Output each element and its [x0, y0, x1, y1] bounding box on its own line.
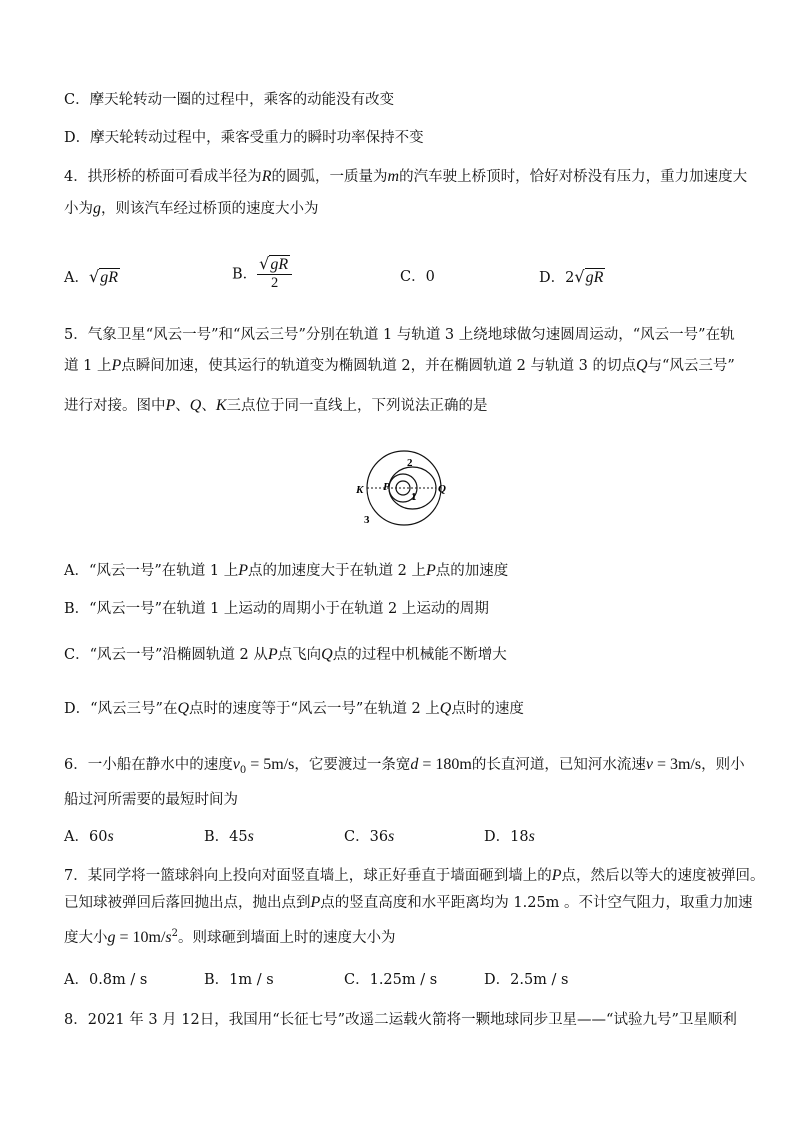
q5-text: 进行对接。图中	[64, 398, 166, 414]
q5-text: D．“风云三号”在	[64, 701, 178, 717]
unit-s: s	[107, 828, 114, 845]
label-3: 3	[364, 514, 370, 526]
q6-stem-line1	[64, 755, 745, 781]
superscript: 2	[171, 928, 179, 939]
unit-s: s	[388, 828, 395, 845]
q7-stem-line3	[64, 924, 396, 948]
q6-stem-line2: 船过河所需要的最短时间为	[64, 792, 238, 808]
q4-text: 小为	[64, 201, 93, 217]
q7-text: = 10m/	[115, 928, 166, 946]
q7-stem-line2	[64, 893, 753, 913]
var-P: P	[425, 562, 436, 579]
q5-text: A．“风云一号”在轨道 1 上	[64, 563, 239, 579]
q5-option-a	[64, 561, 508, 581]
q4-text: 4．拱形桥的桥面可看成半径为	[64, 169, 262, 185]
sqrt-icon: √	[259, 254, 270, 273]
option-text: B．45	[204, 829, 248, 845]
q5-text: 与“风云三号”	[647, 358, 735, 374]
var-v0: v	[232, 756, 240, 773]
q4-text: 的圆弧，一质量为	[271, 169, 388, 185]
var-P: P	[551, 867, 562, 884]
q7-text: 已知球被弹回后落回抛出点，抛出点到	[64, 895, 311, 911]
q5-option-b: B．“风云一号”在轨道 1 上运动的周期小于在轨道 2 上运动的周期	[64, 601, 489, 617]
var-Q: Q	[635, 357, 648, 374]
var-K: K	[215, 397, 227, 414]
var-Q: Q	[177, 700, 190, 717]
sqrt-expression: gR	[100, 269, 118, 286]
q6-option-a	[64, 827, 114, 847]
var-v: v	[645, 756, 653, 773]
q5-text: 三点位于同一直线上，下列说法正确的是	[226, 398, 488, 414]
q7-stem-line1	[64, 866, 765, 886]
unit-s: s	[165, 928, 172, 946]
q7-text: 度大小	[64, 929, 108, 946]
q6-option-c	[344, 827, 394, 847]
option-label: B．	[232, 266, 258, 283]
q7-option-c: C．1.25m / s	[344, 972, 438, 988]
q5-option-d	[64, 699, 524, 719]
option-text: D．18	[484, 829, 529, 845]
q5-text: 点时的速度等于“风云一号”在轨道 2 上	[189, 701, 440, 717]
q3-option-c: C．摩天轮转动一圈的过程中，乘客的动能没有改变	[64, 92, 395, 108]
q5-text: 点的加速度大于在轨道 2 上	[248, 563, 426, 579]
var-m: m	[387, 168, 400, 185]
q4-text: 的汽车驶上桥顶时，恰好对桥没有压力，重力加速度大	[399, 169, 748, 185]
label-p: P	[383, 481, 390, 493]
label-1: 1	[411, 491, 417, 503]
fraction-numerator	[257, 254, 292, 275]
q5-stem-line2	[64, 356, 735, 376]
option-label: D．2	[539, 270, 575, 286]
label-q: Q	[438, 483, 446, 495]
q6-option-b	[204, 827, 254, 847]
var-g: g	[93, 200, 101, 217]
var-R: R	[261, 168, 272, 185]
q8-stem-line1: 8．2021 年 3 月 12日，我国用“长征七号”改遥二运载火箭将一颗地球同步卫星——“试验九号”卫星顺利	[64, 1012, 737, 1028]
q5-text: 点的加速度	[435, 563, 509, 579]
q5-text: 道 1 上	[64, 358, 112, 374]
q5-text: 点飞向	[277, 647, 322, 663]
var-P: P	[310, 894, 321, 911]
fraction	[257, 254, 292, 292]
option-text: C．36	[344, 829, 389, 845]
q6-text: 6．一小船在静水中的速度	[64, 757, 233, 773]
q6-text: = 5m/s	[246, 756, 295, 773]
q4-option-d	[539, 267, 605, 288]
q5-stem-line3	[64, 396, 488, 416]
q5-text: 、	[201, 398, 216, 414]
q5-stem-line1: 5．气象卫星“风云一号”和“风云三号”分别在轨道 1 与轨道 3 上绕地球做匀速圆周运动，“风云一号”在轨	[64, 327, 735, 343]
q4-option-a	[64, 267, 120, 288]
q6-text: ，则小	[701, 757, 745, 773]
sqrt-expression: gR	[585, 269, 604, 286]
var-P: P	[165, 397, 176, 414]
q7-option-a: A．0.8m / s	[64, 972, 148, 988]
q4-option-b	[232, 254, 292, 292]
q5-text: 点时的速度	[451, 701, 524, 717]
q4-option-c: C．0	[400, 269, 435, 285]
var-g: g	[107, 928, 116, 946]
option-label: A．	[64, 270, 89, 286]
subscript: 0	[239, 764, 247, 776]
q5-text: 、	[175, 398, 190, 414]
sqrt-icon: √	[88, 267, 100, 286]
var-Q: Q	[321, 646, 333, 663]
var-P: P	[267, 646, 278, 663]
orbit-diagram	[350, 446, 450, 528]
sqrt-expression: gR	[270, 256, 289, 273]
q5-text: C．“风云一号”沿椭圆轨道 2 从	[64, 647, 268, 663]
q6-option-d	[484, 827, 535, 847]
var-d: d	[410, 756, 419, 773]
q7-text: 。则球砸到墙面上时的速度大小为	[178, 929, 396, 946]
option-text: A．60	[64, 829, 108, 845]
q4-stem-line2	[64, 199, 319, 219]
var-Q: Q	[189, 397, 202, 414]
q4-stem-line1	[64, 167, 747, 187]
label-2: 2	[407, 457, 413, 469]
q6-text: 的长直河道，已知河水流速	[471, 757, 646, 773]
q6-text: = 180m	[418, 756, 472, 773]
q7-text: 点的竖直高度和水平距离均为 1.25m 。不计空气阻力，取重力加速	[320, 895, 753, 911]
q7-option-d: D．2.5m / s	[484, 972, 569, 988]
q7-option-b: B．1m / s	[204, 972, 274, 988]
q5-option-c	[64, 645, 507, 665]
label-k: K	[356, 484, 364, 496]
q6-text: ，它要渡过一条宽	[294, 757, 411, 773]
sqrt-icon: √	[574, 267, 585, 286]
fraction-denominator: 2	[271, 275, 279, 291]
q5-text: 点瞬间加速，使其运行的轨道变为椭圆轨道 2，并在椭圆轨道 2 与轨道 3 的切点	[121, 358, 636, 374]
q4-text: ，则该汽车经过桥顶的速度大小为	[101, 201, 319, 217]
q7-text: 点，然后以等大的速度被弹回。	[561, 868, 765, 884]
q6-text: = 3m/s	[652, 756, 702, 773]
unit-s: s	[247, 828, 254, 845]
unit-s: s	[528, 828, 535, 845]
var-Q: Q	[439, 700, 452, 717]
q5-text: 点的过程中机械能不断增大	[332, 647, 507, 663]
q7-text: 7．某同学将一篮球斜向上投向对面竖直墙上，球正好垂直于墙面砸到墙上的	[64, 868, 552, 884]
var-P: P	[111, 357, 122, 374]
var-P: P	[238, 562, 249, 579]
q3-option-d: D．摩天轮转动过程中，乘客受重力的瞬时功率保持不变	[64, 130, 424, 146]
